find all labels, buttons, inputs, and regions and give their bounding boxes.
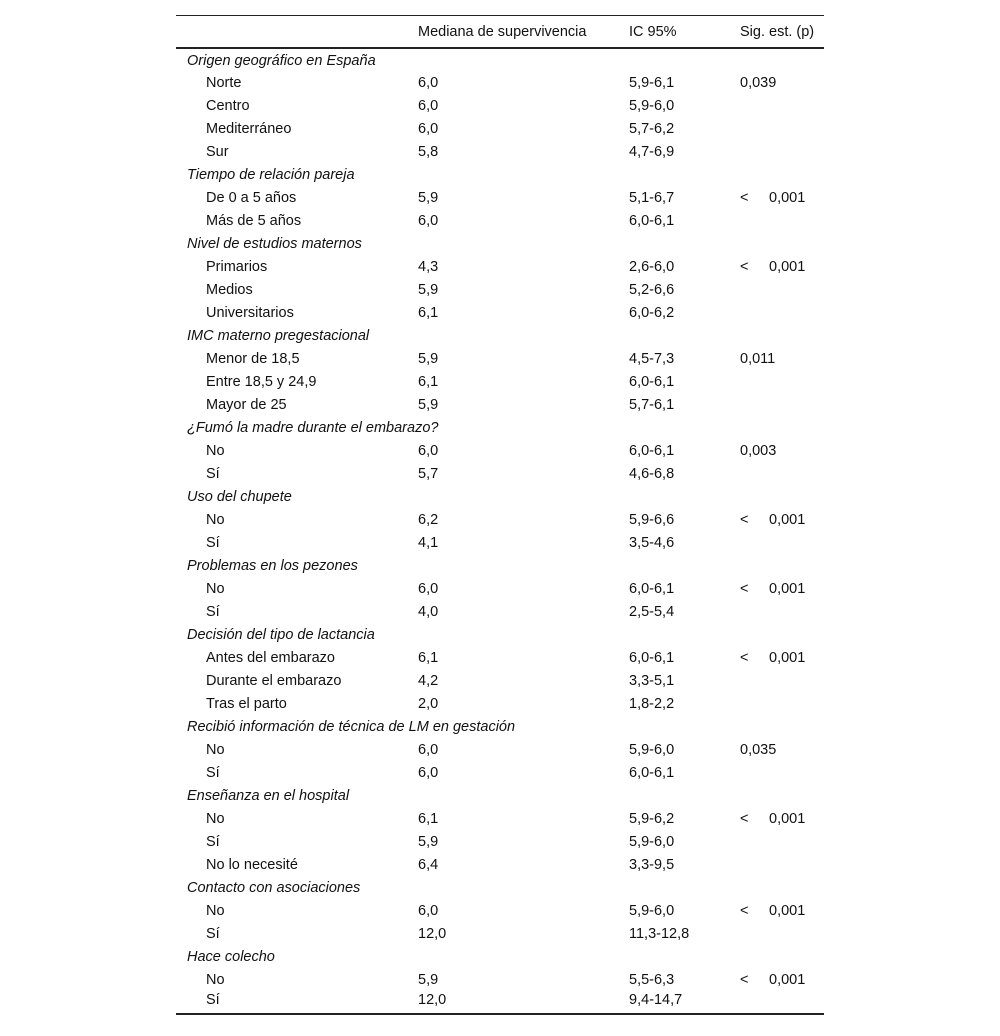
p-value: 0,001 <box>769 810 806 827</box>
ci-value: 1,8-2,2 <box>629 695 675 712</box>
row-label: No <box>206 971 225 988</box>
row-label: No <box>206 741 225 758</box>
row-label: Mediterráneo <box>206 120 292 137</box>
ci-value: 4,6-6,8 <box>629 465 675 482</box>
ci-value: 6,0-6,1 <box>629 764 675 781</box>
row-label: Sí <box>206 764 220 781</box>
table-header <box>176 16 824 49</box>
group-row <box>176 554 824 577</box>
median-value: 12,0 <box>418 991 629 1014</box>
row-label: Antes del embarazo <box>206 649 335 666</box>
ci-value: 9,4-14,7 <box>629 991 740 1014</box>
row-label: Entre 18,5 y 24,9 <box>206 373 317 390</box>
p-value: 0,035 <box>740 741 777 758</box>
row-label: No <box>206 442 225 459</box>
median-value: 6,0 <box>418 212 439 229</box>
table-row <box>176 692 824 715</box>
median-value: 6,1 <box>418 649 439 666</box>
median-value: 5,9 <box>418 833 439 850</box>
less-than-sign: < <box>740 258 749 275</box>
median-value: 6,1 <box>418 373 439 390</box>
less-than-sign: < <box>740 649 749 666</box>
table-row <box>176 991 824 1014</box>
ci-value: 5,1-6,7 <box>629 189 675 206</box>
p-value-cell <box>740 738 824 761</box>
row-label: Medios <box>206 281 253 298</box>
table-row <box>176 117 824 140</box>
ci-value: 5,9-6,0 <box>629 741 675 758</box>
group-row <box>176 48 824 71</box>
ci-value: 3,3-9,5 <box>629 856 675 873</box>
row-label: Más de 5 años <box>206 212 302 229</box>
group-title: Nivel de estudios maternos <box>187 235 362 252</box>
group-row <box>176 324 824 347</box>
group-row <box>176 876 824 899</box>
median-value: 6,1 <box>418 304 439 321</box>
ci-value: 5,9-6,0 <box>629 97 675 114</box>
median-value: 6,4 <box>418 856 439 873</box>
ci-value: 11,3-12,8 <box>629 925 690 942</box>
p-value: 0,001 <box>769 189 806 206</box>
ci-value: 5,2-6,6 <box>629 281 675 298</box>
group-title: Recibió información de técnica de LM en gestación <box>187 718 516 735</box>
p-value-cell <box>740 186 824 209</box>
row-label: No <box>206 902 225 919</box>
row-label: Mayor de 25 <box>206 396 287 413</box>
table-row <box>176 393 824 416</box>
p-value-cell <box>740 255 824 278</box>
less-than-sign: < <box>740 810 749 827</box>
table-row <box>176 508 824 531</box>
less-than-sign: < <box>740 511 749 528</box>
ci-value: 5,7-6,1 <box>629 396 675 413</box>
less-than-sign: < <box>740 971 749 988</box>
p-value-cell <box>740 830 824 853</box>
median-value: 6,1 <box>418 810 439 827</box>
group-title: Contacto con asociaciones <box>187 879 361 896</box>
row-label: Norte <box>206 74 242 91</box>
table-row <box>176 807 824 830</box>
median-value: 6,2 <box>418 511 439 528</box>
row-label: Centro <box>206 97 250 114</box>
table-row <box>176 278 824 301</box>
less-than-sign: < <box>740 580 749 597</box>
header-ci: IC 95% <box>629 23 677 40</box>
median-value: 6,0 <box>418 97 439 114</box>
p-value-cell <box>740 899 824 922</box>
median-value: 6,0 <box>418 120 439 137</box>
table-row <box>176 439 824 462</box>
row-label: Menor de 18,5 <box>206 350 300 367</box>
row-label: No <box>206 511 225 528</box>
median-value: 4,3 <box>418 258 439 275</box>
p-value-cell <box>740 646 824 669</box>
p-value-cell <box>740 393 824 416</box>
row-label: Sí <box>176 991 418 1014</box>
median-value: 6,0 <box>418 74 439 91</box>
group-title: Enseñanza en el hospital <box>187 787 350 804</box>
p-value-cell <box>740 991 824 1014</box>
p-value-cell <box>740 669 824 692</box>
ci-value: 5,7-6,2 <box>629 120 675 137</box>
table-row <box>176 140 824 163</box>
p-value-cell <box>740 761 824 784</box>
median-value: 5,7 <box>418 465 439 482</box>
group-row <box>176 416 824 439</box>
ci-value: 5,9-6,0 <box>629 833 675 850</box>
median-value: 5,9 <box>418 971 439 988</box>
group-title: Uso del chupete <box>187 488 292 505</box>
ci-value: 5,9-6,1 <box>629 74 675 91</box>
p-value-cell <box>740 301 824 324</box>
group-row <box>176 784 824 807</box>
table-row <box>176 669 824 692</box>
ci-value: 5,9-6,6 <box>629 511 675 528</box>
table-row <box>176 370 824 393</box>
p-value: 0,003 <box>740 442 777 459</box>
median-value: 5,9 <box>418 189 439 206</box>
group-row <box>176 163 824 186</box>
row-label: Sí <box>206 465 220 482</box>
median-value: 5,9 <box>418 396 439 413</box>
median-value: 6,0 <box>418 442 439 459</box>
row-label: Sí <box>206 833 220 850</box>
group-row <box>176 715 824 738</box>
row-label: No <box>206 810 225 827</box>
table-row <box>176 600 824 623</box>
group-row <box>176 623 824 646</box>
row-label: Universitarios <box>206 304 294 321</box>
ci-value: 4,5-7,3 <box>629 350 675 367</box>
row-label: Tras el parto <box>206 695 287 712</box>
table-row <box>176 94 824 117</box>
median-value: 5,8 <box>418 143 439 160</box>
median-value: 4,1 <box>418 534 439 551</box>
p-value-cell <box>740 968 824 991</box>
p-value-cell <box>740 117 824 140</box>
ci-value: 3,3-5,1 <box>629 672 675 689</box>
ci-value: 5,9-6,2 <box>629 810 675 827</box>
p-value-cell <box>740 853 824 876</box>
table-row <box>176 968 824 991</box>
p-value-cell <box>740 94 824 117</box>
row-label: Sí <box>206 925 220 942</box>
median-value: 6,0 <box>418 580 439 597</box>
median-value: 5,9 <box>418 350 439 367</box>
group-row <box>176 232 824 255</box>
p-value-cell <box>740 692 824 715</box>
p-value-cell <box>740 462 824 485</box>
p-value-cell <box>740 209 824 232</box>
group-title: Origen geográfico en España <box>187 53 376 69</box>
p-value: 0,001 <box>769 580 806 597</box>
ci-value: 5,9-6,0 <box>629 902 675 919</box>
p-value-cell <box>740 922 824 945</box>
p-value-cell <box>740 140 824 163</box>
ci-value: 2,6-6,0 <box>629 258 675 275</box>
median-value: 4,0 <box>418 603 439 620</box>
ci-value: 2,5-5,4 <box>629 603 675 620</box>
row-label: No lo necesité <box>206 856 298 873</box>
ci-value: 3,5-4,6 <box>629 534 675 551</box>
p-value-cell <box>740 278 824 301</box>
p-value: 0,011 <box>740 350 776 367</box>
median-value: 4,2 <box>418 672 439 689</box>
table-row <box>176 462 824 485</box>
p-value-cell <box>740 370 824 393</box>
table-row <box>176 577 824 600</box>
group-title: Hace colecho <box>187 948 275 965</box>
table-row <box>176 646 824 669</box>
p-value-cell <box>740 508 824 531</box>
median-value: 2,0 <box>418 695 439 712</box>
ci-value: 6,0-6,1 <box>629 442 675 459</box>
table-row <box>176 347 824 370</box>
ci-value: 6,0-6,1 <box>629 580 675 597</box>
median-value: 6,0 <box>418 902 439 919</box>
median-value: 6,0 <box>418 741 439 758</box>
median-value: 12,0 <box>418 925 447 942</box>
group-title: IMC materno pregestacional <box>187 327 370 344</box>
p-value: 0,001 <box>769 649 806 666</box>
table-row <box>176 738 824 761</box>
group-title: Tiempo de relación pareja <box>187 166 355 183</box>
p-value: 0,001 <box>769 258 806 275</box>
table-row <box>176 761 824 784</box>
table-body <box>176 48 824 1014</box>
p-value: 0,001 <box>769 902 806 919</box>
p-value-cell <box>740 347 824 370</box>
p-value-cell <box>740 71 824 94</box>
table-row <box>176 853 824 876</box>
table-row <box>176 899 824 922</box>
p-value: 0,001 <box>769 971 806 988</box>
ci-value: 6,0-6,1 <box>629 649 675 666</box>
ci-value: 6,0-6,1 <box>629 373 675 390</box>
group-row <box>176 945 824 968</box>
ci-value: 6,0-6,1 <box>629 212 675 229</box>
p-value: 0,039 <box>740 74 777 91</box>
group-title: Decisión del tipo de lactancia <box>187 626 375 643</box>
row-label: Sí <box>206 603 220 620</box>
ci-value: 6,0-6,2 <box>629 304 675 321</box>
table-row <box>176 186 824 209</box>
table-row <box>176 209 824 232</box>
table-row <box>176 531 824 554</box>
less-than-sign: < <box>740 902 749 919</box>
table-row <box>176 255 824 278</box>
header-median: Mediana de supervivencia <box>418 23 587 40</box>
ci-value: 4,7-6,9 <box>629 143 675 160</box>
p-value: 0,001 <box>769 511 806 528</box>
row-label: De 0 a 5 años <box>206 189 297 206</box>
survival-table <box>176 15 824 1015</box>
row-label: Primarios <box>206 258 268 275</box>
row-label: Durante el embarazo <box>206 672 342 689</box>
row-label: No <box>206 580 225 597</box>
header-row <box>176 16 824 49</box>
p-value-cell <box>740 531 824 554</box>
ci-value: 5,5-6,3 <box>629 971 675 988</box>
p-value-cell <box>740 439 824 462</box>
p-value-cell <box>740 600 824 623</box>
table-row <box>176 301 824 324</box>
table-row <box>176 922 824 945</box>
p-value-cell <box>740 577 824 600</box>
group-title: Problemas en los pezones <box>187 557 358 574</box>
median-value: 5,9 <box>418 281 439 298</box>
row-label: Sí <box>206 534 220 551</box>
header-significance: Sig. est. (p) <box>740 23 815 40</box>
row-label: Sur <box>206 143 229 160</box>
group-row <box>176 485 824 508</box>
p-value-cell <box>740 807 824 830</box>
table-row <box>176 830 824 853</box>
header-variable <box>176 16 418 49</box>
median-value: 6,0 <box>418 764 439 781</box>
group-title: ¿Fumó la madre durante el embarazo? <box>187 419 439 436</box>
table-row <box>176 71 824 94</box>
less-than-sign: < <box>740 189 749 206</box>
